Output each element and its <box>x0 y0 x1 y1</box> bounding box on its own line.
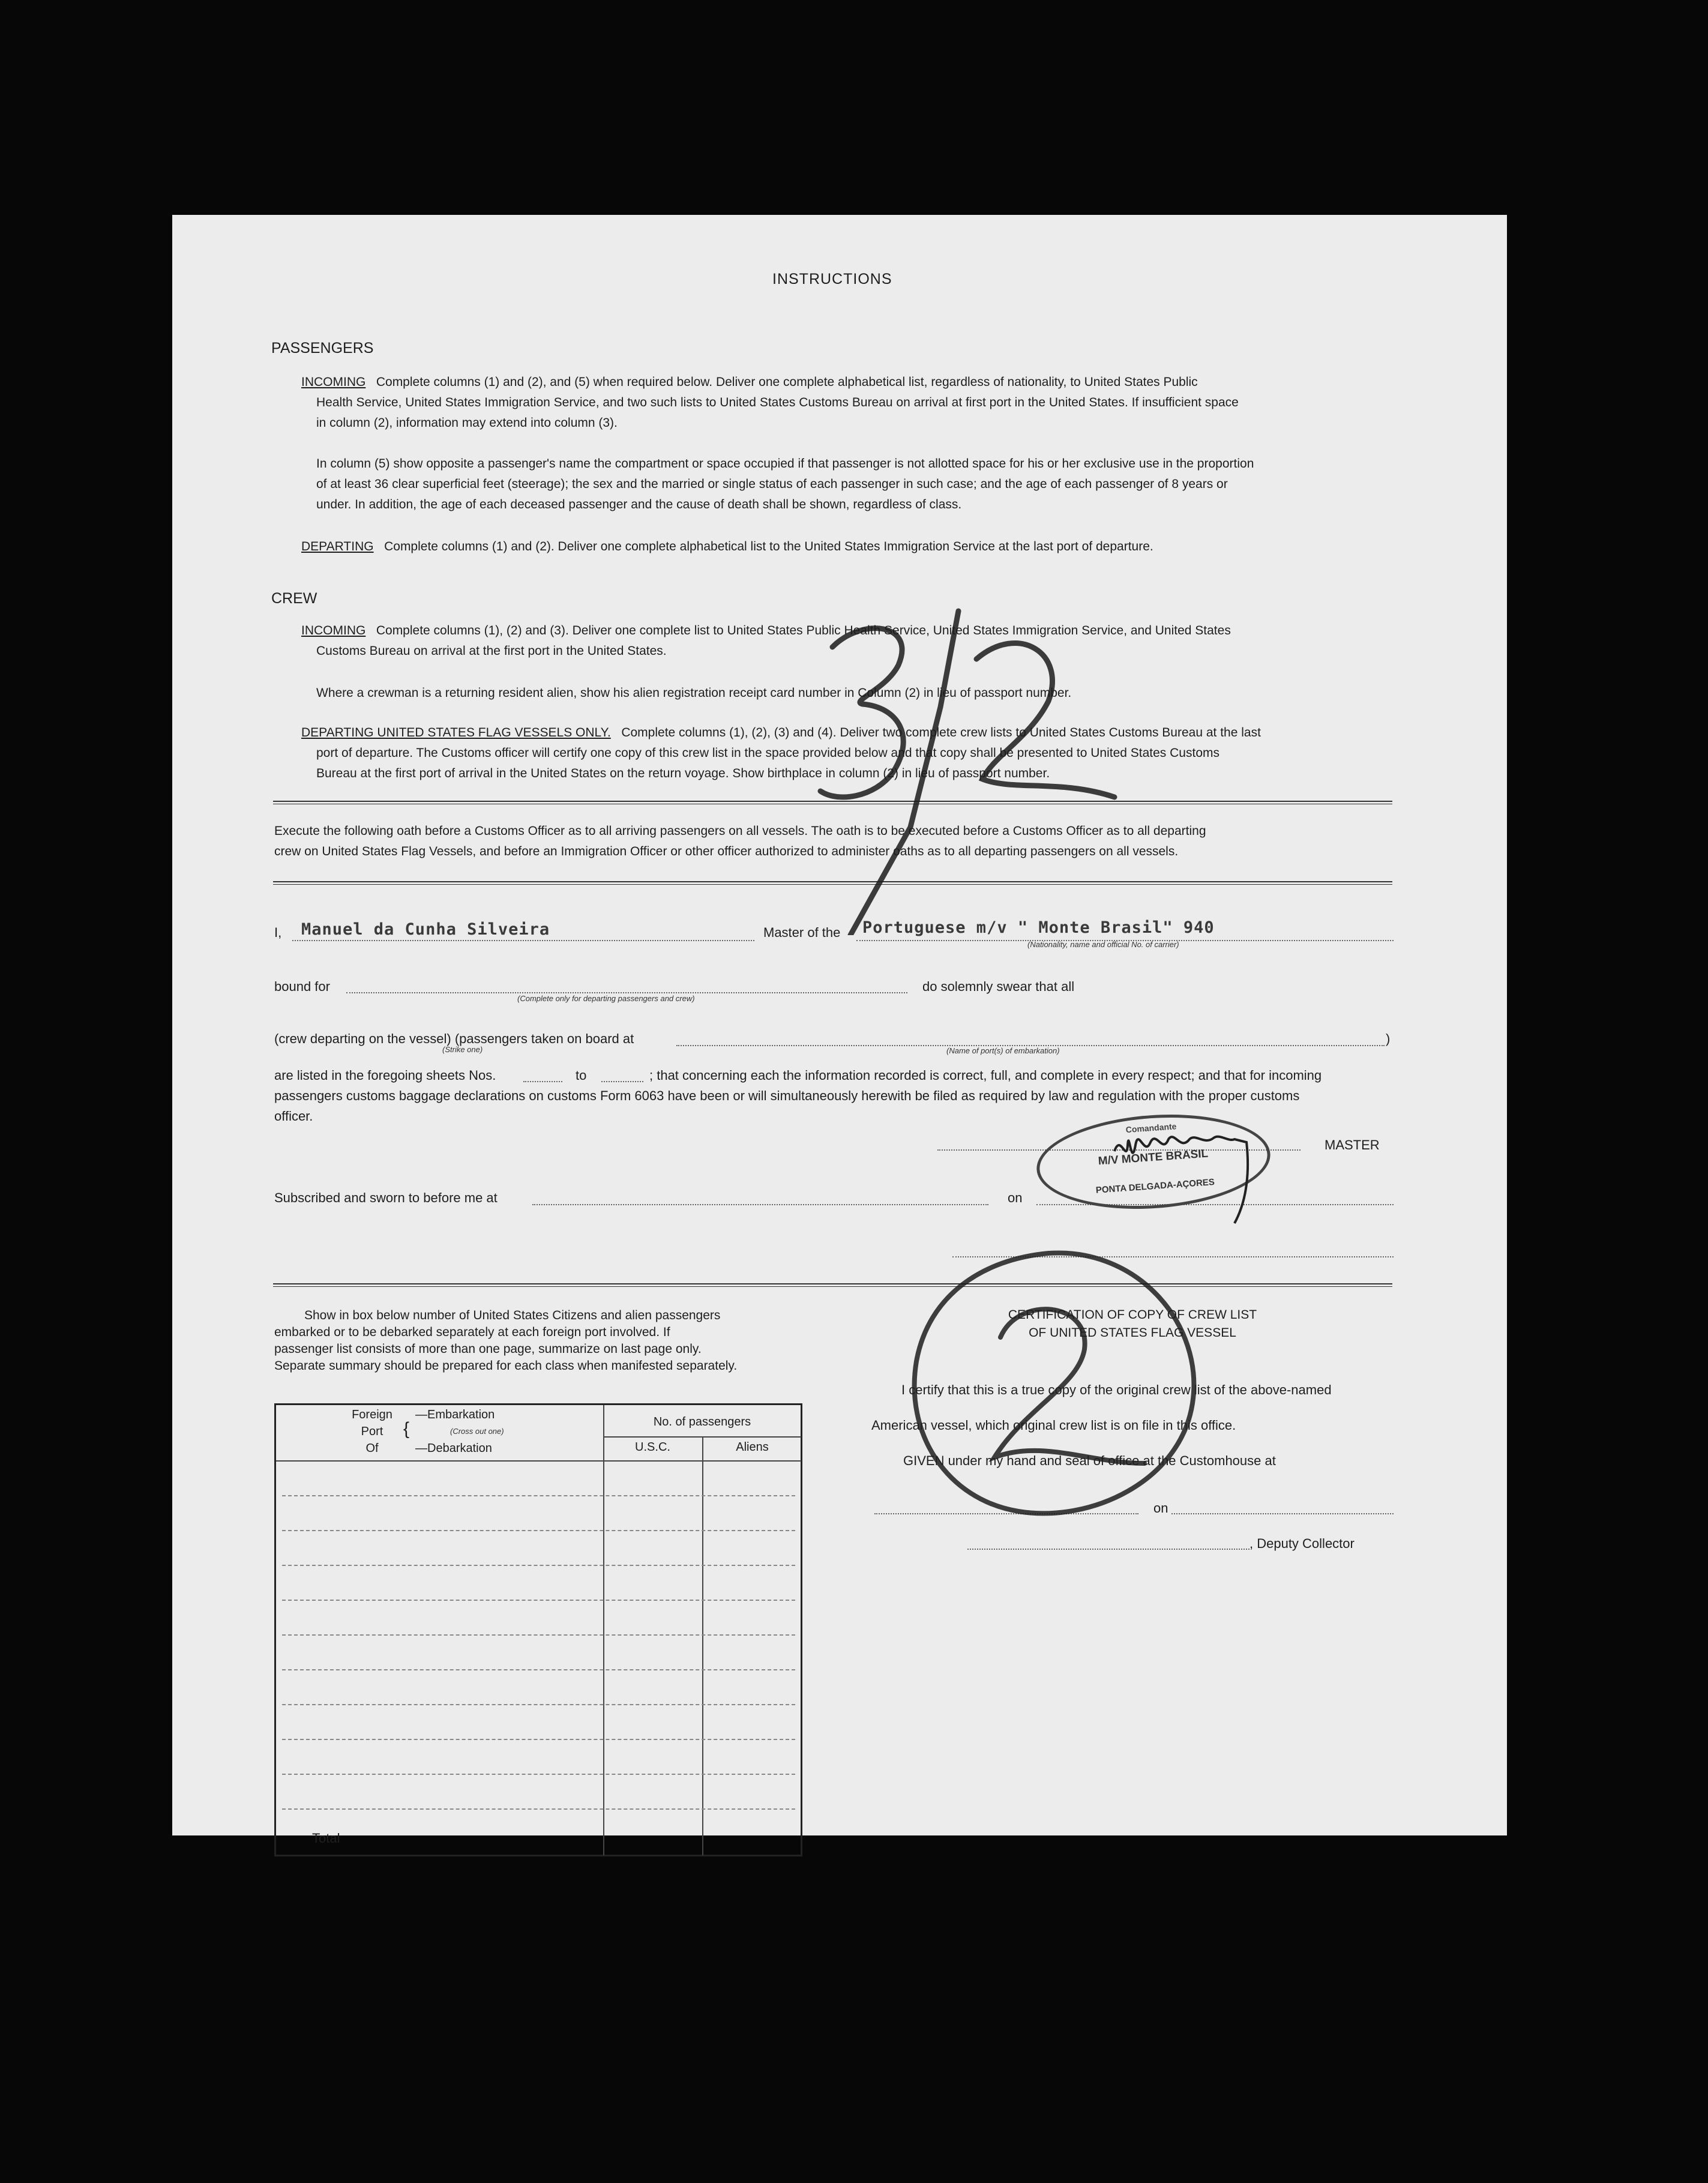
table-row <box>282 1495 795 1496</box>
subscribed-on-label: on <box>1008 1190 1023 1205</box>
deputy-collector-label: , Deputy Collector <box>1249 1536 1355 1551</box>
passengers-incoming-line: in column (2), information may extend into column (3). <box>316 416 618 430</box>
form-page <box>172 215 1507 1846</box>
total-label: Total <box>312 1831 340 1846</box>
oath-instructions <box>274 821 1394 862</box>
summary-instruction-line: embarked or to be debarked separately at each foreign port involved. If <box>274 1325 670 1339</box>
aliens-header: Aliens <box>736 1441 769 1454</box>
column-divider <box>603 1405 604 1855</box>
sheets-label: are listed in the foregoing sheets Nos. <box>274 1068 496 1083</box>
passenger-summary-table <box>274 1403 802 1856</box>
certification-title-line: CERTIFICATION OF COPY OF CREW LIST <box>1008 1308 1257 1322</box>
crew-departing-label: DEPARTING UNITED STATES FLAG VESSELS ONLY. <box>301 726 611 739</box>
crew-incoming-line: Customs Bureau on arrival at the first port in the United States. <box>316 644 667 658</box>
table-row <box>282 1634 795 1636</box>
crew-incoming-line: Complete columns (1), (2) and (3). Deliver one complete list to United States Public Health Service, United States Immigration Service, and United States <box>376 624 1231 637</box>
swear-text: do solemnly swear that all <box>922 979 1075 994</box>
statement-line3: officer. <box>274 1109 313 1124</box>
divider <box>273 881 1392 885</box>
master-name: Manuel da Cunha Silveira <box>301 920 550 939</box>
header-bottom-rule <box>276 1460 801 1462</box>
crew-crewman-note: Where a crewman is a returning resident alien, show his alien registration receipt card number in Column (2) in lieu of passport number. <box>316 686 1072 700</box>
column5-line: In column (5) show opposite a passenger's name the compartment or space occupied if that passenger is not allotted space for his or her exclusive use in the proportion <box>316 457 1254 471</box>
passengers-column5 <box>316 454 1388 515</box>
statement-rest: ; that concerning each the information recorded is correct, full, and complete in every respect; and that for incoming <box>649 1068 1322 1083</box>
table-row <box>282 1774 795 1775</box>
passengers-incoming-line: Health Service, United States Immigration Service, and two such lists to United States Customs Bureau on arrival at first port in the United States. If insufficient space <box>316 396 1239 409</box>
oath-instruction-line: crew on United States Flag Vessels, and before an Immigration Officer or other officer authorized to administer oaths as to all departing passengers on all vessels. <box>274 845 1179 858</box>
subscribed-place-line <box>532 1204 988 1205</box>
crew-departing-line: Bureau at the first port of arrival in the United States on the return voyage. Show birthplace in column (2) in lieu of passport number. <box>316 766 1050 780</box>
stamp-middle-text: M/V MONTE BRASIL <box>1098 1147 1209 1168</box>
table-row <box>282 1808 795 1810</box>
column5-line: of at least 36 clear superficial feet (steerage); the sex and the married or single status of each passenger in such case; and the age of each passenger of 8 years or <box>316 477 1228 491</box>
crew-heading: CREW <box>271 590 317 607</box>
ship-seal-stamp <box>1033 1107 1273 1217</box>
table-row <box>282 1530 795 1531</box>
passengers-heading: PASSENGERS <box>271 340 374 357</box>
usc-header: U.S.C. <box>635 1441 670 1454</box>
passengers-departing-text: Complete columns (1) and (2). Deliver one complete alphabetical list to the United States Immigration Service at the last port of departure. <box>384 540 1153 553</box>
passengers-incoming-cont <box>316 393 1388 433</box>
debarkation-label: —Debarkation <box>415 1442 492 1455</box>
divider <box>273 801 1392 804</box>
to-label: to <box>576 1068 587 1083</box>
certification-title <box>991 1306 1273 1342</box>
passengers-incoming <box>301 372 1388 393</box>
passengers-incoming-label: INCOMING <box>301 375 366 389</box>
embarkation-label: —Embarkation <box>415 1408 495 1421</box>
master-of-label: Master of the <box>763 925 841 940</box>
passengers-departing-label: DEPARTING <box>301 540 374 553</box>
column-divider <box>702 1436 703 1855</box>
summary-instruction-line: Show in box below number of United States Citizens and alien passengers <box>304 1308 721 1322</box>
crew-incoming-label: INCOMING <box>301 624 366 637</box>
crew-incoming <box>301 621 1388 641</box>
sheet-from-line <box>523 1081 562 1082</box>
crew-departing-cont <box>316 743 1388 784</box>
oath-instruction-line: Execute the following oath before a Customs Officer as to all arriving passengers on all vessels. The oath is to be executed before a Customs Officer as to all departing <box>274 824 1206 838</box>
master-signature <box>1090 1109 1379 1229</box>
foreign-label: Foreign <box>352 1408 392 1421</box>
oath-i-label: I, <box>274 925 282 940</box>
crew-departing-text: (crew departing on the vessel) (passengers taken on board at <box>274 1031 634 1046</box>
port-label: Port <box>361 1425 383 1438</box>
stamp-bottom-text: PONTA DELGADA-AÇORES <box>1095 1177 1215 1196</box>
deputy-signature-line <box>967 1549 1249 1550</box>
certification-line2: American vessel, which original crew list is on file in this office. <box>871 1418 1236 1433</box>
summary-instructions <box>274 1307 802 1375</box>
cross-out-caption: (Cross out one) <box>450 1427 504 1436</box>
certification-line3: GIVEN under my hand and seal of office at the Customhouse at <box>903 1453 1276 1468</box>
master-signature-line <box>937 1149 1301 1151</box>
divider <box>273 1283 1392 1287</box>
table-row <box>282 1565 795 1566</box>
certification-line1: I certify that this is a true copy of the original crew list of the above-named <box>901 1382 1332 1397</box>
passengers-incoming-line: Complete columns (1) and (2), and (5) when required below. Deliver one complete alphabetical list, regardless of nationality, to United States Public <box>376 375 1198 389</box>
master-name-line <box>292 940 754 941</box>
subscribed-label: Subscribed and sworn to before me at <box>274 1190 498 1205</box>
crew-departing <box>301 723 1388 743</box>
master-label: MASTER <box>1325 1137 1380 1152</box>
summary-instruction-line: Separate summary should be prepared for each class when manifested separately. <box>274 1359 738 1373</box>
passengers-departing <box>301 537 1388 557</box>
table-row <box>282 1669 795 1670</box>
page-title: INSTRUCTIONS <box>772 271 892 288</box>
strike-caption: (Strike one) <box>442 1045 483 1054</box>
crew-departing-line: Complete columns (1), (2), (3) and (4). Deliver two complete crew lists to United States Customs Bureau at the last <box>621 726 1261 739</box>
table-row <box>282 1704 795 1705</box>
customhouse-date-line <box>1171 1513 1394 1514</box>
stamp-top-text: Comandante <box>1125 1121 1177 1135</box>
brace: { <box>403 1419 410 1439</box>
bound-for-line <box>346 992 907 993</box>
port-caption: (Name of port(s) of embarkation) <box>946 1046 1060 1055</box>
table-row <box>282 1600 795 1601</box>
customhouse-place-line <box>874 1513 1138 1514</box>
no-passengers-header: No. of passengers <box>653 1415 751 1429</box>
sheet-to-line <box>601 1081 643 1082</box>
bound-caption: (Complete only for departing passengers and crew) <box>517 994 695 1003</box>
table-row <box>282 1739 795 1740</box>
officer-signature-line <box>952 1256 1394 1257</box>
crew-departing-line: port of departure. The Customs officer will certify one copy of this crew list in the space provided below and that copy shall be presented to United States Customs <box>316 746 1219 760</box>
vessel-caption: (Nationality, name and official No. of carrier) <box>1027 940 1179 949</box>
close-paren: ) <box>1386 1031 1391 1046</box>
subscribed-date-line <box>1036 1204 1394 1205</box>
foreign-port-label <box>351 1406 393 1457</box>
of-label: Of <box>365 1442 379 1455</box>
bound-for-label: bound for <box>274 979 330 994</box>
statement-line2: passengers customs baggage declarations on customs Form 6063 have been or will simultaneously herewith be filed as required by law and regulation with the proper customs <box>274 1088 1300 1103</box>
certification-on-label: on <box>1153 1501 1168 1516</box>
vessel-name: Portuguese m/v " Monte Brasil" 940 <box>862 918 1215 937</box>
column5-line: under. In addition, the age of each deceased passenger and the cause of death shall be shown, regardless of class. <box>316 498 962 511</box>
certification-title-line: OF UNITED STATES FLAG VESSEL <box>1029 1326 1236 1340</box>
summary-instruction-line: passenger list consists of more than one page, summarize on last page only. <box>274 1342 702 1356</box>
